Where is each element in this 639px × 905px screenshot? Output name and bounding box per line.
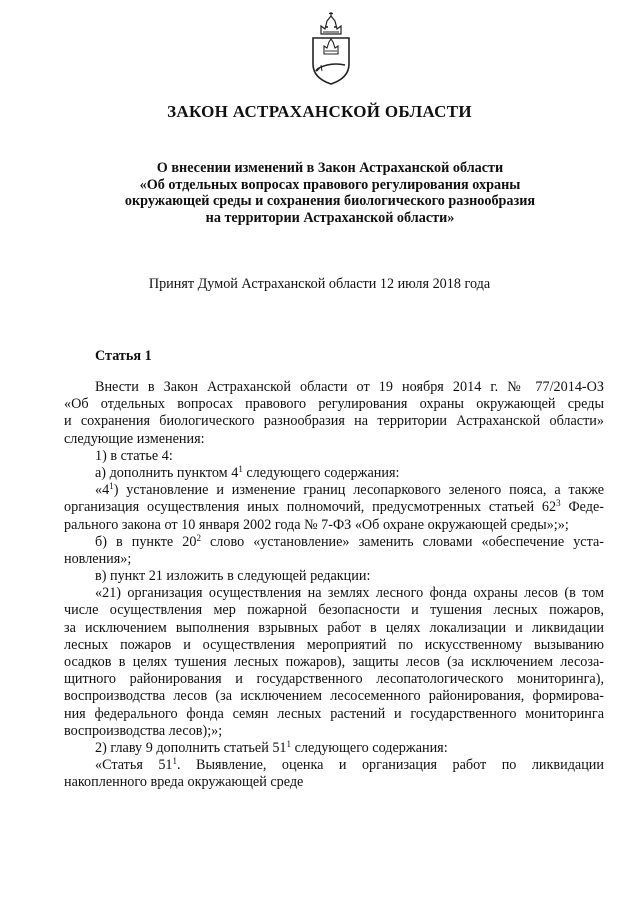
- article-line: [64, 482, 604, 499]
- subtitle-line: окружающей среды и сохранения биологического разнообразия: [124, 193, 536, 209]
- subtitle-line: на территории Астраханской области»: [205, 209, 455, 226]
- text-segment: щитного районирования и государственного лесопатологического мониторинга),: [64, 671, 604, 688]
- text-segment: а) дополнить пунктом 4: [95, 464, 239, 481]
- text-segment: осадков в целях тушения лесных пожаров), защиты лесов (за исключением лесоза-: [64, 654, 604, 670]
- superscript: 1: [172, 756, 178, 767]
- text-segment: Внести в Закон Астраханской области от 19 ноября 2014 г. № 77/2014-ОЗ: [95, 379, 604, 395]
- text-segment: новления»;: [64, 550, 132, 567]
- superscript: 2: [196, 532, 201, 543]
- subtitle-line: О внесении изменений в Закон Астраханской области: [156, 160, 504, 176]
- superscript: 1: [238, 463, 243, 474]
- text-segment: «4: [95, 482, 110, 499]
- article-line: [64, 774, 604, 791]
- article-body: [64, 379, 604, 792]
- article-line: [64, 465, 604, 482]
- text-segment: лесных пожаров и осуществления мероприятий по искусственному вызыванию: [64, 636, 604, 653]
- astrakhan-coat-of-arms-icon: [305, 12, 357, 86]
- subtitle-line: «Об отдельных вопросах правового регулирования охраны: [139, 176, 521, 193]
- superscript: 1: [286, 738, 292, 749]
- text-segment: «21) организация осуществления на землях лесного фонда охраны лесов (в том: [95, 585, 604, 602]
- article-line: [64, 396, 604, 413]
- text-segment: следующего содержания:: [291, 739, 448, 756]
- article-line: [64, 499, 604, 516]
- text-segment: числе осуществления мер пожарной безопасности и тушения лесных пожаров,: [64, 602, 604, 619]
- article-line: [64, 431, 604, 448]
- text-segment: и сохранения биологического разнообразия на территории Астраханской области»: [64, 413, 604, 430]
- article-line: [64, 620, 604, 637]
- superscript: 1: [109, 481, 114, 492]
- text-segment: 1) в статье 4:: [95, 447, 173, 464]
- article-line: [64, 585, 604, 602]
- text-segment: следующего содержания:: [242, 464, 400, 481]
- adoption-date-line: Принят Думой Астраханской области 12 июля 2018 года: [148, 276, 491, 292]
- article-line: [64, 723, 604, 740]
- document-title: ЗАКОН АСТРАХАНСКОЙ ОБЛАСТИ: [167, 102, 472, 121]
- text-segment: воспроизводства лесов (за исключением лесосеменного районирования, формирова-: [64, 688, 604, 705]
- article-line: [64, 654, 604, 671]
- article-line: [64, 568, 604, 585]
- article-line: [64, 688, 604, 705]
- text-segment: рального закона от 10 января 2002 года № 7-ФЗ «Об охране окружающей среды»;»;: [64, 516, 569, 533]
- article-line: [64, 602, 604, 619]
- text-segment: 2) главу 9 дополнить статьей 51: [95, 739, 287, 756]
- superscript: 3: [556, 498, 561, 509]
- text-segment: б) в пункте 20: [95, 533, 197, 550]
- article-line: [64, 413, 604, 430]
- article-line: [64, 671, 604, 688]
- text-segment: «Статья 51: [95, 757, 173, 774]
- text-segment: . Выявление, оценка и организация работ по ликвидации: [177, 757, 604, 774]
- text-segment: воспроизводства лесов);»;: [64, 722, 223, 739]
- text-segment: слово «установление» заменить словами «обеспечение уста-: [200, 533, 604, 550]
- article-line: [64, 517, 604, 534]
- text-segment: организация осуществления иных полномочий, предусмотренных статьей 62: [64, 499, 557, 516]
- article-line: [64, 379, 604, 396]
- text-segment: «Об отдельных вопросах правового регулирования охраны окружающей среды: [64, 396, 604, 413]
- text-segment: следующие изменения:: [64, 430, 205, 447]
- article-line: [64, 757, 604, 774]
- article-line: [64, 637, 604, 654]
- article-line: [64, 534, 604, 551]
- article-line: [64, 740, 604, 757]
- article-line: [64, 551, 604, 568]
- text-segment: за исключением выполнения взрывных работ в целях локализации и ликвидации: [64, 619, 604, 636]
- text-segment: в) пункт 21 изложить в следующей редакции:: [95, 568, 371, 585]
- document-subtitle: [80, 160, 580, 226]
- article-line: [64, 448, 604, 465]
- text-segment: ния федерального фонда семян лесных растений и государственного мониторинга: [64, 705, 604, 722]
- article-line: [64, 706, 604, 723]
- text-segment: ) установление и изменение границ лесопаркового зеленого пояса, а также: [113, 482, 604, 499]
- text-segment: Феде-: [560, 499, 604, 516]
- article-heading: Статья 1: [95, 348, 152, 364]
- text-segment: накопленного вреда окружающей среде: [64, 774, 304, 791]
